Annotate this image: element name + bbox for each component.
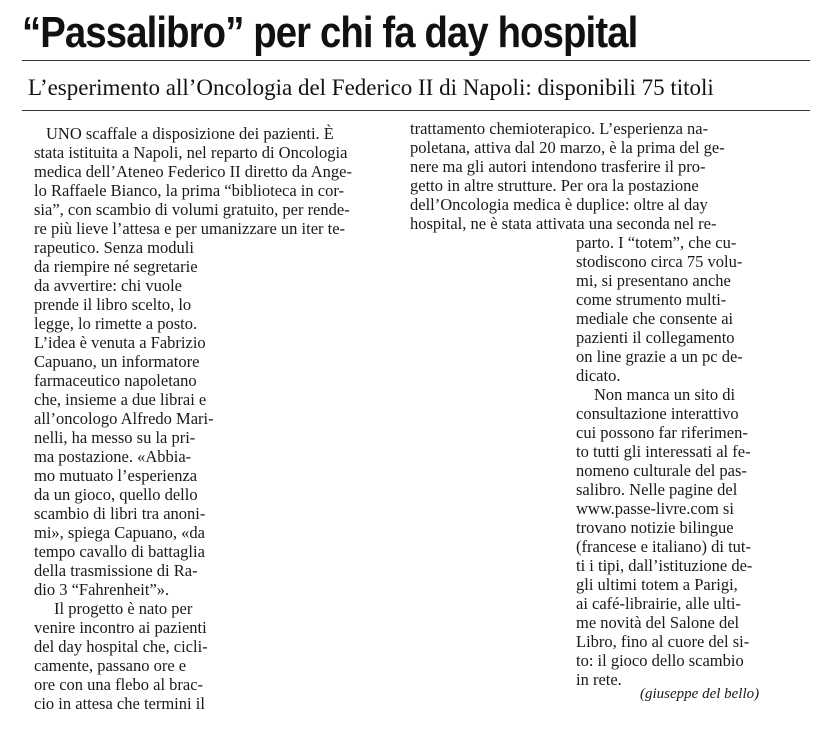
article-headline: “Passalibro” per chi fa day hospital <box>22 8 638 57</box>
text-line: da riempire né segretarie <box>34 257 198 276</box>
headline-rule <box>22 60 810 61</box>
text-line: farmaceutico napoletano <box>34 371 197 390</box>
text-line: Il progetto è nato per <box>54 599 193 618</box>
text-line: tempo cavallo di battaglia <box>34 542 205 561</box>
text-line: to: il gioco dello scambio <box>576 651 744 670</box>
text-line: mediale che consente ai <box>576 309 734 328</box>
text-line: (francese e italiano) di tut- <box>576 537 751 556</box>
text-line: all’oncologo Alfredo Mari- <box>34 409 214 428</box>
text-line: scambio di libri tra anoni- <box>34 504 206 523</box>
text-line: nelli, ha messo su la pri- <box>34 428 196 447</box>
text-line: ti i tipi, dall’istituzione de- <box>576 556 753 575</box>
text-line: nere ma gli autori intendono trasferire il pro- <box>410 157 706 176</box>
article-subheadline: L’esperimento all’Oncologia del Federico II di Napoli: disponibili 75 titoli <box>28 75 714 100</box>
text-line: parto. I “totem”, che cu- <box>576 233 737 252</box>
text-line: in rete. <box>576 670 622 689</box>
text-line: trovano notizie bilingue <box>576 518 734 537</box>
text-line: mi», spiega Capuano, «da <box>34 523 205 542</box>
text-line: legge, lo rimette a posto. <box>34 314 198 333</box>
subheadline-rule <box>22 110 810 111</box>
text-line: Capuano, un informatore <box>34 352 200 371</box>
text-line: hospital, ne è stata attivata una seconda nel re- <box>410 214 717 233</box>
text-line: me novità del Salone del <box>576 613 740 632</box>
text-line: camente, passano ore e <box>34 656 187 675</box>
text-line: gli ultimi totem a Parigi, <box>576 575 738 594</box>
text-line: Non manca un sito di <box>594 385 736 404</box>
text-line: dio 3 “Fahrenheit”». <box>34 580 170 599</box>
text-line: to tutti gli interessati al fe- <box>576 442 751 461</box>
text-line: medica dell’Ateneo Federico II diretto da Ange- <box>34 162 352 181</box>
text-line: cio in attesa che termini il <box>34 694 205 713</box>
text-line: che, insieme a due librai e <box>34 390 207 409</box>
text-line: da un gioco, quello dello <box>34 485 198 504</box>
text-line: consultazione interattivo <box>576 404 739 423</box>
text-line: ai café-librairie, alle ulti- <box>576 594 741 613</box>
text-line: UNO scaffale a disposizione dei pazienti. È <box>46 124 334 143</box>
text-line: L’idea è venuta a Fabrizio <box>34 333 206 352</box>
text-line: getto in altre strutture. Per ora la postazione <box>410 176 699 195</box>
text-line: nomeno culturale del pas- <box>576 461 747 480</box>
text-line: stata istituita a Napoli, nel reparto di Oncologia <box>34 143 348 162</box>
text-line: dell’Oncologia medica è duplice: oltre al day <box>410 195 708 214</box>
text-line: ore con una flebo al brac- <box>34 675 204 694</box>
text-line: lo Raffaele Bianco, la prima “biblioteca in cor- <box>34 181 344 200</box>
text-line: pazienti il collegamento <box>576 328 735 347</box>
text-line: stodiscono circa 75 volu- <box>576 252 743 271</box>
text-line: dicato. <box>576 366 621 385</box>
text-line: sia”, con scambio di volumi gratuito, per rende- <box>34 200 350 219</box>
text-line: re più lieve l’attesa e per umanizzare un iter te- <box>34 219 346 238</box>
text-line: Libro, fino al cuore del si- <box>576 632 750 651</box>
text-line: salibro. Nelle pagine del <box>576 480 738 499</box>
text-line: come strumento multi- <box>576 290 727 309</box>
text-line: rapeutico. Senza moduli <box>34 238 194 257</box>
text-line: mi, si presentano anche <box>576 271 731 290</box>
text-line: da avvertire: chi vuole <box>34 276 182 295</box>
text-line: del day hospital che, cicli- <box>34 637 208 656</box>
text-line: cui possono far riferimen- <box>576 423 748 442</box>
text-line: della trasmissione di Ra- <box>34 561 198 580</box>
text-line: poletana, attiva dal 20 marzo, è la prima del ge- <box>410 138 725 157</box>
text-line: ma postazione. «Abbia- <box>34 447 192 466</box>
text-line: venire incontro ai pazienti <box>34 618 207 637</box>
text-line: mo mutuato l’esperienza <box>34 466 198 485</box>
text-line: trattamento chemioterapico. L’esperienza na- <box>410 119 709 138</box>
text-line: on line grazie a un pc de- <box>576 347 743 366</box>
text-line: www.passe-livre.com si <box>576 499 734 518</box>
text-line: prende il libro scelto, lo <box>34 295 192 314</box>
article-byline: (giuseppe del bello) <box>640 686 760 702</box>
